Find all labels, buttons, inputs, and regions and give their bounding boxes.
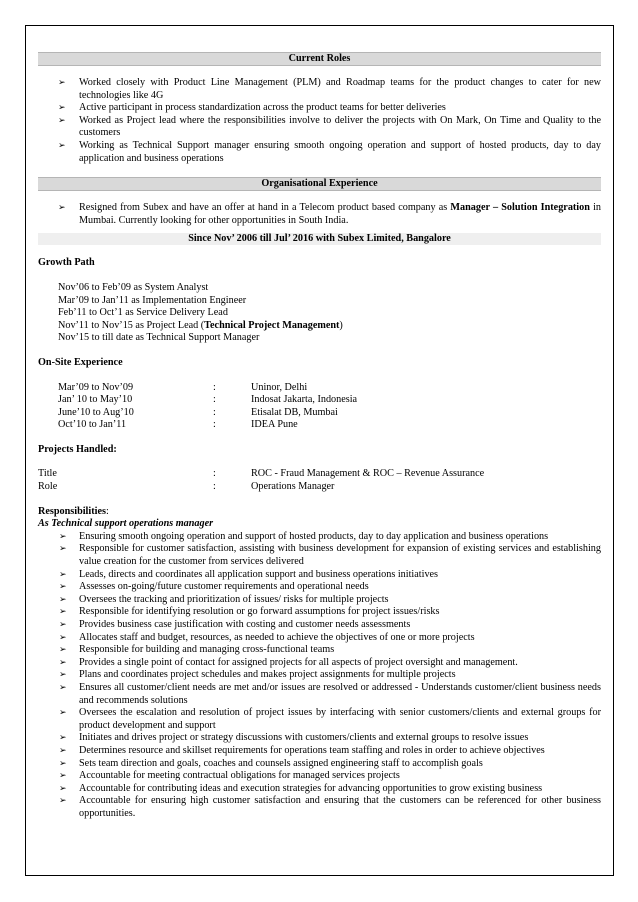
list-item: ➢ Provides a single point of contact for assigned projects for all aspects of project oversight and management. bbox=[38, 657, 601, 670]
growth-line: Mar’09 to Jan’11 as Implementation Engineer bbox=[58, 294, 247, 306]
responsibilities-list bbox=[38, 531, 601, 821]
list-item: ➢ Active participant in process standardization across the product teams for better deliveries bbox=[38, 102, 601, 115]
list-item: ➢ Oversees the escalation and resolution of project issues by interfacing with senior customers/clients and external groups for product development and support bbox=[38, 707, 601, 732]
responsibilities-colon: : bbox=[105, 505, 109, 517]
responsibilities-heading-line bbox=[38, 506, 601, 519]
onsite-period: Oct’10 to Jan’11 bbox=[58, 419, 127, 431]
list-item: ➢ Leads, directs and coordinates all application support and business operations initiatives bbox=[38, 569, 601, 582]
tenure-banner: Since Nov’ 2006 till Jul’ 2016 with Subex Limited, Bangalore bbox=[38, 233, 601, 245]
list-item: ➢ Ensures all customer/client needs are met and/or issues are resolved or addressed - Understands customer/client business needs and recommends solutions bbox=[38, 682, 601, 707]
org-item-text: Resigned from Subex and have an offer at hand in a Telecom product based company as bbox=[79, 202, 451, 214]
growth-line-bold: Technical Project Management bbox=[204, 319, 340, 331]
growth-line: Nov’06 to Feb’09 as System Analyst bbox=[58, 281, 209, 293]
current-roles-list bbox=[38, 77, 601, 165]
onsite-table bbox=[58, 382, 357, 432]
list-item bbox=[38, 202, 601, 227]
separator: : bbox=[213, 419, 216, 431]
table-row bbox=[58, 394, 357, 407]
current-roles-heading: Current Roles bbox=[38, 52, 601, 66]
onsite-place: Etisalat DB, Mumbai bbox=[251, 406, 338, 418]
org-item-text-end: in Mumbai. Currently looking for other opportunities in South India. bbox=[79, 202, 601, 226]
growth-line: Feb’11 to Oct’1 as Service Delivery Lead bbox=[58, 307, 228, 319]
list-item: ➢ Worked closely with Product Line Management (PLM) and Roadmap teams for the product changes to cater for new technologies like 4G bbox=[38, 77, 601, 102]
separator: : bbox=[213, 381, 216, 393]
onsite-period: Mar’09 to Nov’09 bbox=[58, 381, 134, 393]
table-row bbox=[38, 481, 484, 494]
separator: : bbox=[213, 394, 216, 406]
table-row bbox=[58, 407, 357, 420]
list-item: ➢ Responsible for identifying resolution or go forward assumptions for project issues/risks bbox=[38, 606, 601, 619]
separator: : bbox=[213, 406, 216, 418]
project-role-label: Role bbox=[38, 481, 58, 493]
org-experience-list bbox=[38, 202, 601, 227]
project-title-value: ROC - Fraud Management & ROC – Revenue Assurance bbox=[251, 468, 485, 480]
list-item: ➢ Responsible for customer satisfaction, assisting with business development for expansion of existing services and establishing value creation for the customer from services delivered bbox=[38, 543, 601, 568]
org-experience-heading: Organisational Experience bbox=[38, 177, 601, 191]
list-item: ➢ Worked as Project lead where the responsibilities involve to deliver the projects with On Mark, On Time and Quality to the customers bbox=[38, 115, 601, 140]
project-role-value: Operations Manager bbox=[251, 481, 335, 493]
list-item: ➢ Ensuring smooth ongoing operation and support of hosted products, day to day application and business operations bbox=[38, 531, 601, 544]
list-item: ➢ Plans and coordinates project schedules and makes project assignments for multiple projects bbox=[38, 669, 601, 682]
growth-line bbox=[58, 320, 601, 333]
list-item: ➢ Initiates and drives project or strategy discussions with customers/clients and external groups to resolve issues bbox=[38, 732, 601, 745]
growth-line-post: ) bbox=[339, 319, 343, 331]
list-item: ➢ Sets team direction and goals, coaches and counsels assigned engineering staff to accomplish goals bbox=[38, 758, 601, 771]
growth-path-heading: Growth Path bbox=[38, 257, 95, 269]
onsite-place: Indosat Jakarta, Indonesia bbox=[251, 394, 358, 406]
list-item: ➢ Accountable for contributing ideas and execution strategies for advancing opportunities to grow existing business bbox=[38, 783, 601, 796]
onsite-place: Uninor, Delhi bbox=[251, 381, 308, 393]
table-row bbox=[58, 382, 357, 395]
responsibilities-subheading: As Technical support operations manager bbox=[38, 518, 214, 530]
list-item: ➢ Oversees the tracking and prioritization of issues/ risks for multiple projects bbox=[38, 594, 601, 607]
list-item: ➢ Responsible for building and managing cross-functional teams bbox=[38, 644, 601, 657]
growth-line-pre: Nov’11 to Nov’15 as Project Lead ( bbox=[58, 319, 205, 331]
list-item: ➢ Determines resource and skillset requirements for operations team staffing and roles in order to achieve objectives bbox=[38, 745, 601, 758]
list-item: ➢ Working as Technical Support manager ensuring smooth ongoing operation and support of hosted products, day to day application and business operations bbox=[38, 140, 601, 165]
separator: : bbox=[213, 481, 216, 493]
responsibilities-heading: Responsibilities bbox=[38, 505, 106, 517]
growth-path-list bbox=[38, 282, 601, 345]
list-item: ➢ Allocates staff and budget, resources, as needed to achieve the objectives of one or more projects bbox=[38, 632, 601, 645]
separator: : bbox=[213, 468, 216, 480]
list-item: ➢ Assesses on-going/future customer requirements and operational needs bbox=[38, 581, 601, 594]
table-row bbox=[38, 468, 484, 481]
table-row bbox=[58, 419, 357, 432]
resume-page bbox=[25, 25, 614, 876]
onsite-place: IDEA Pune bbox=[251, 419, 298, 431]
list-item: ➢ Accountable for ensuring high customer satisfaction and ensuring that the customers can be referenced for other business opportunities. bbox=[38, 795, 601, 820]
list-item: ➢ Accountable for meeting contractual obligations for managed services projects bbox=[38, 770, 601, 783]
list-item: ➢ Provides business case justification with costing and customer needs assessments bbox=[38, 619, 601, 632]
org-item-role: Manager – Solution Integration bbox=[450, 202, 590, 214]
onsite-period: June’10 to Aug’10 bbox=[58, 406, 134, 418]
growth-line: Nov’15 to till date as Technical Support Manager bbox=[58, 332, 260, 344]
onsite-period: Jan’ 10 to May’10 bbox=[58, 394, 133, 406]
projects-table bbox=[38, 468, 484, 493]
project-title-label: Title bbox=[38, 468, 57, 480]
resume-content bbox=[38, 52, 601, 821]
onsite-heading: On-Site Experience bbox=[38, 356, 123, 368]
projects-heading: Projects Handled: bbox=[38, 443, 117, 455]
